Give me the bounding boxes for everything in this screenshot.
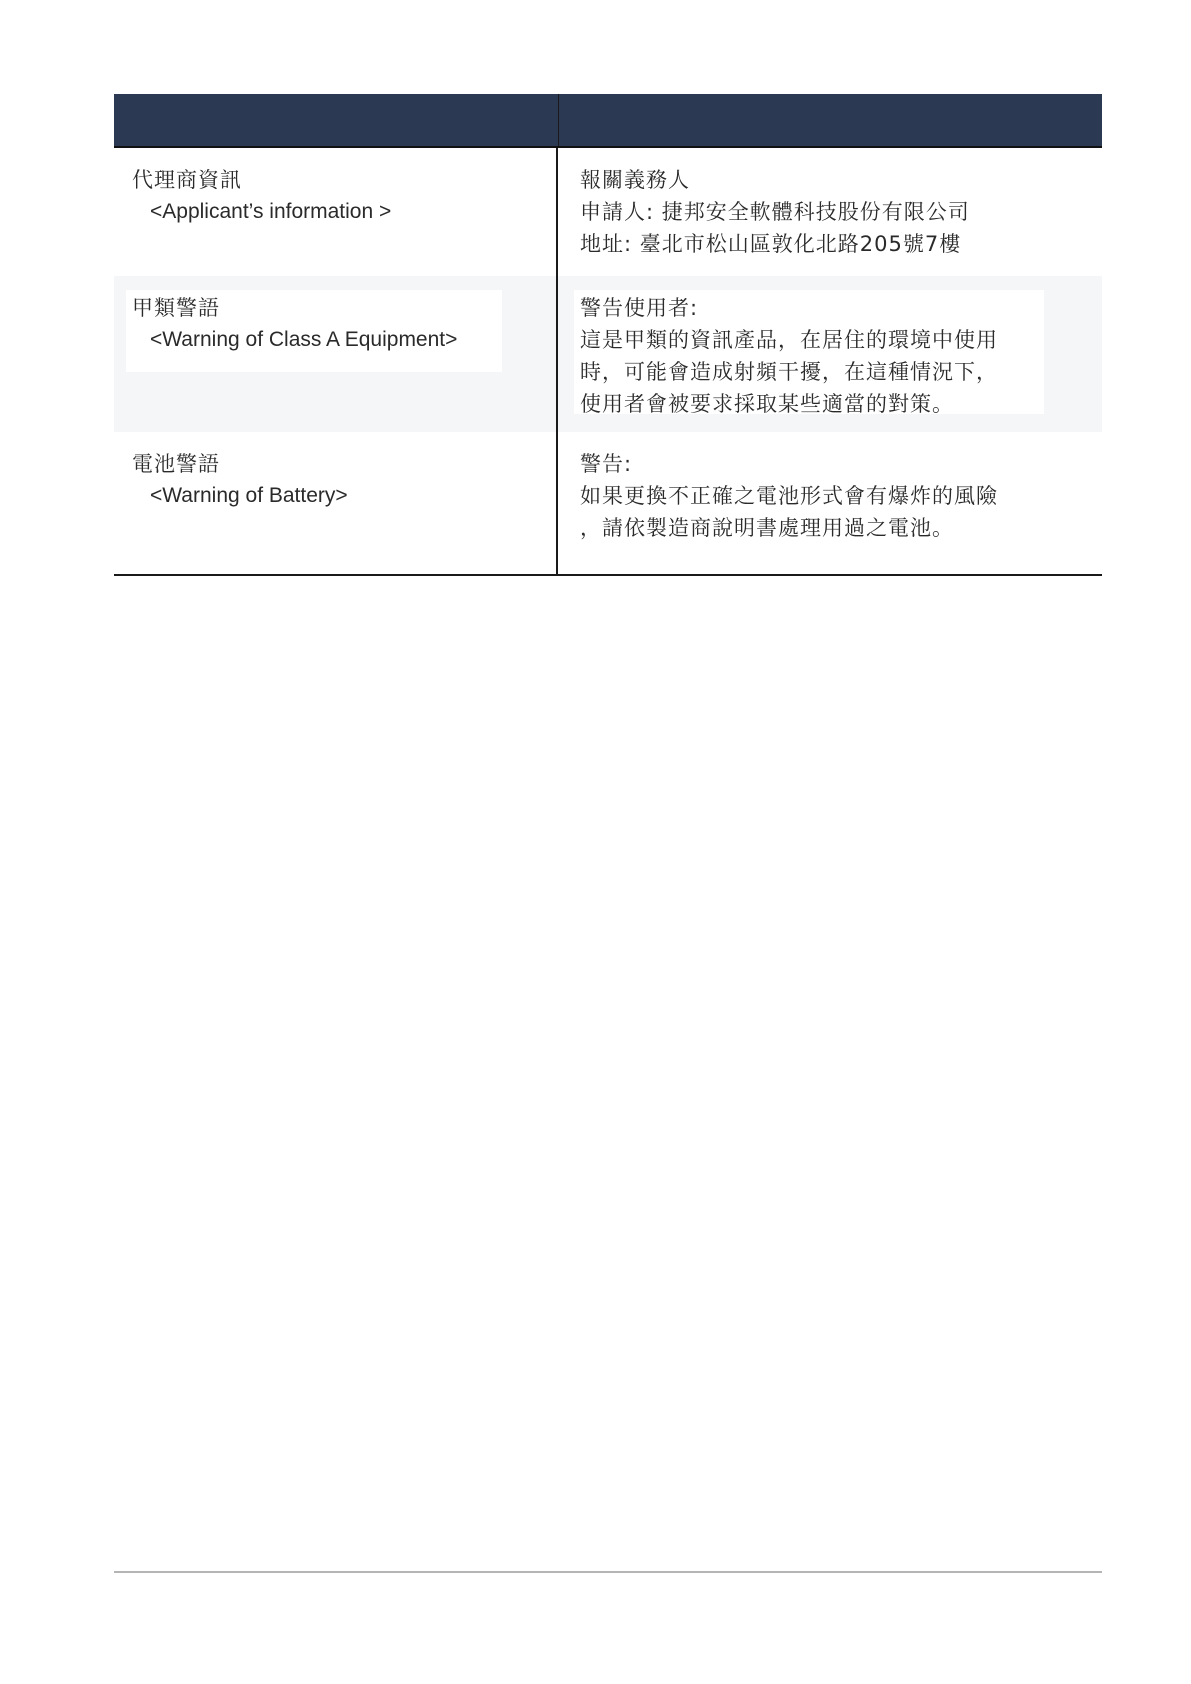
- content-line: 時，可能會造成射頻干擾，在這種情況下，: [580, 360, 998, 384]
- row-label-cell: [114, 432, 558, 574]
- content-line: 申請人: 捷邦安全軟體科技股份有限公司: [580, 200, 970, 224]
- header-cell-right: [559, 94, 1102, 146]
- label-english: <Warning of Class A Equipment>: [150, 328, 458, 351]
- row-content: [580, 448, 998, 544]
- content-line: 如果更換不正確之電池形式會有爆炸的風險: [580, 484, 998, 508]
- row-content: [580, 164, 970, 260]
- row-label: [132, 448, 348, 512]
- table-header: [114, 94, 1102, 148]
- header-cell-left: [114, 94, 559, 146]
- content-line: 警告:: [580, 452, 633, 476]
- row-content-cell: [558, 432, 1102, 574]
- row-label: [132, 292, 457, 356]
- label-chinese: 代理商資訊: [132, 168, 242, 192]
- row-content-cell: [558, 148, 1102, 276]
- info-table: [114, 94, 1102, 576]
- content-line: 使用者會被要求採取某些適當的對策。: [580, 392, 954, 416]
- row-label: [132, 164, 391, 228]
- content-line: 報關義務人: [580, 168, 690, 192]
- label-chinese: 甲類警語: [132, 296, 220, 320]
- content-line: 地址: 臺北市松山區敦化北路205號7樓: [580, 232, 962, 256]
- row-label-cell: [114, 148, 558, 276]
- row-label-cell: [114, 276, 558, 432]
- table-row-applicant: [114, 148, 1102, 276]
- table-row-class-a-warning: [114, 276, 1102, 432]
- label-chinese: 電池警語: [132, 452, 220, 476]
- label-english: <Applicant’s information >: [150, 200, 392, 223]
- content-line: ，請依製造商說明書處理用過之電池。: [580, 516, 954, 540]
- label-english: <Warning of Battery>: [150, 484, 348, 507]
- footer-divider: [114, 1571, 1102, 1573]
- row-content-cell: [558, 276, 1102, 432]
- table-row-battery-warning: [114, 432, 1102, 576]
- row-content: [580, 292, 998, 420]
- content-line: 警告使用者:: [580, 296, 699, 320]
- content-line: 這是甲類的資訊產品，在居住的環境中使用: [580, 328, 998, 352]
